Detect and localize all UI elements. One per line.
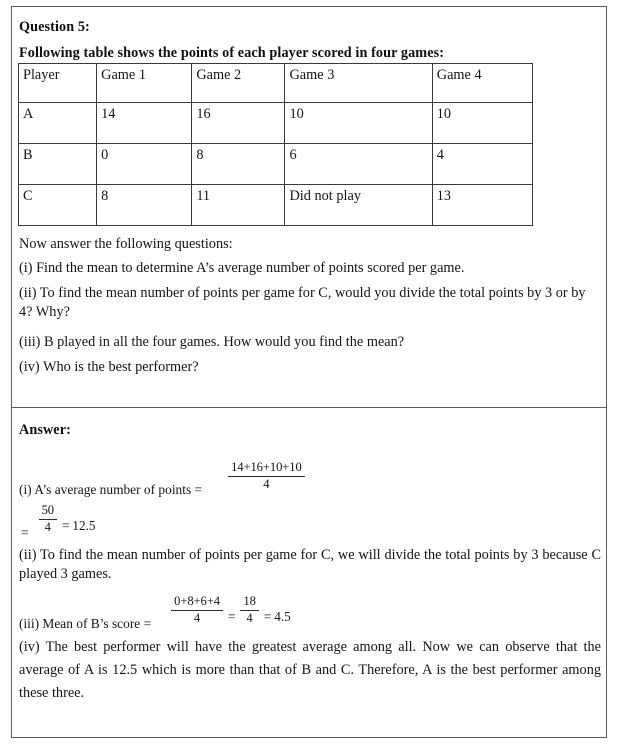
- equals-sign: =: [263, 609, 272, 625]
- fraction-eighteen-over-four: [240, 595, 258, 625]
- column-header-game-3: Game 3: [285, 64, 432, 103]
- answer-part-iii-lead: (iii) Mean of B’s score =: [19, 616, 152, 632]
- answer-label: Answer:: [19, 422, 71, 438]
- answer-part-ii: (ii) To find the mean number of points per game for C, we will divide the total points by 3 because C played 3 games.: [19, 547, 601, 582]
- table-row: [19, 144, 533, 185]
- answer-part-iii-result: 4.5: [274, 609, 291, 625]
- table-row: [19, 185, 533, 226]
- player-scores-table: [18, 63, 533, 226]
- question-intro-text: Following table shows the points of each player scored in four games:: [19, 45, 445, 61]
- fraction-numerator: 0+8+6+4: [171, 595, 223, 611]
- question-item-i: (i) Find the mean to determine A’s average number of points scored per game.: [19, 260, 465, 276]
- fraction-numerator: 18: [240, 595, 258, 611]
- table-row: [19, 103, 533, 144]
- fraction-denominator: 4: [44, 519, 51, 534]
- question-section: [12, 7, 606, 407]
- equals-sign: =: [21, 525, 29, 541]
- fraction-denominator: 4: [246, 610, 253, 625]
- fraction-fifty-over-four: [39, 504, 57, 534]
- answer-part-i-result: 12.5: [72, 518, 96, 534]
- equals-sign: =: [227, 609, 236, 625]
- column-header-game-1: Game 1: [97, 64, 192, 103]
- cell-score: 14: [97, 103, 192, 144]
- cell-score: 4: [432, 144, 532, 185]
- fraction-denominator: 4: [193, 610, 201, 625]
- fraction-sum-over-four: [171, 595, 223, 625]
- cell-score: 11: [192, 185, 285, 226]
- cell-score: 13: [432, 185, 532, 226]
- answer-part-i-line-1: [19, 460, 308, 498]
- question-item-iii: (iii) B played in all the four games. How would you find the mean?: [19, 334, 405, 350]
- column-header-game-4: Game 4: [432, 64, 532, 103]
- answer-section: [12, 407, 606, 737]
- table-header-row: [19, 64, 533, 103]
- question-item-iv: (iv) Who is the best performer?: [19, 359, 199, 375]
- cell-score: 10: [432, 103, 532, 144]
- cell-score: 8: [97, 185, 192, 226]
- column-header-player: Player: [19, 64, 97, 103]
- fraction-denominator: 4: [263, 476, 270, 491]
- cell-player-name: C: [19, 185, 97, 226]
- column-header-game-2: Game 2: [192, 64, 285, 103]
- cell-score: Did not play: [285, 185, 432, 226]
- cell-score: 10: [285, 103, 432, 144]
- fraction-sum-over-four: [228, 461, 305, 491]
- cell-score: 16: [192, 103, 285, 144]
- cell-player-name: B: [19, 144, 97, 185]
- cell-score: 6: [285, 144, 432, 185]
- equals-sign: =: [61, 518, 70, 534]
- answer-prompt-text: Now answer the following questions:: [19, 236, 233, 252]
- fraction-numerator: 14+16+10+10: [228, 461, 305, 477]
- cell-score: 8: [192, 144, 285, 185]
- cell-player-name: A: [19, 103, 97, 144]
- cell-score: 0: [97, 144, 192, 185]
- answer-part-i-lead: (i) A’s average number of points =: [19, 482, 203, 498]
- question-number-label: Question 5:: [19, 19, 90, 35]
- worksheet-page: [11, 6, 607, 738]
- question-item-ii: (ii) To find the mean number of points per game for C, would you divide the total points by 3 or by 4? Why?: [19, 285, 586, 320]
- answer-part-iv: (iv) The best performer will have the greatest average among all. Now we can observe that the average of A is 12.5 which is more than that of B and C. Therefore, A is the best performer among these three.: [19, 639, 601, 702]
- fraction-numerator: 50: [39, 504, 57, 520]
- answer-part-i-line-2: [21, 503, 96, 541]
- answer-part-iii-line: [19, 594, 291, 632]
